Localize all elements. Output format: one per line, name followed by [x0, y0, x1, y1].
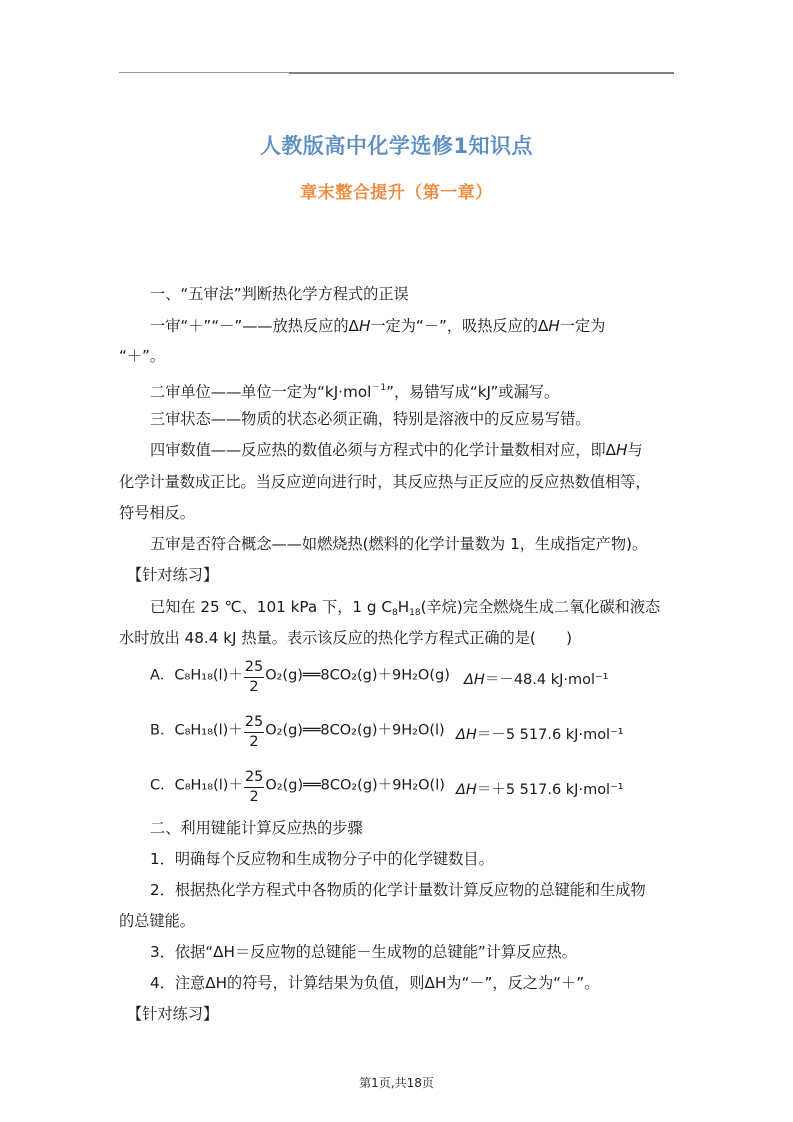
document-subtitle: 章末整合提升（第一章） — [300, 183, 493, 203]
subscript: 18 — [409, 608, 421, 618]
superscript: －1 — [371, 383, 387, 393]
enthalpy — [464, 668, 609, 689]
text: ΔH — [456, 782, 477, 798]
text: ”，易错写成“kJ”或漏写。 — [386, 383, 560, 401]
text: ΔH — [456, 727, 477, 743]
text: ＝－5 517.6 kJ·mol⁻¹ — [476, 727, 624, 743]
text: 四审数值——反应热的数值必须与方程式中的化学计量数相对应，即Δ — [150, 441, 617, 459]
rule-5: 五审是否符合概念——如燃烧热(燃料的化学计量数为 1，生成指定产物)。 — [150, 535, 648, 553]
equation — [150, 711, 445, 750]
enthalpy — [456, 778, 624, 799]
numerator: 25 — [244, 713, 264, 733]
denominator: 2 — [249, 789, 259, 805]
rule-3: 三审状态——物质的状态必须正确，特别是溶液中的反应易写错。 — [150, 410, 591, 428]
numerator: 25 — [244, 768, 264, 788]
option-label: A． — [150, 667, 175, 684]
rule-2 — [119, 378, 710, 402]
option-c[interactable] — [150, 766, 690, 810]
rule-4 — [119, 440, 710, 460]
question-cont: 水时放出 48.4 kJ 热量。表示该反应的热化学方程式正确的是( ) — [119, 629, 573, 647]
text: H — [397, 598, 410, 616]
text: 一定为 — [559, 317, 606, 335]
text: ΔH — [464, 672, 485, 688]
text: O₂(g)══8CO₂(g)＋9H₂O(g) — [265, 667, 450, 684]
step-3: 3．依据“ΔH＝反应物的总键能－生成物的总键能”计算反应热。 — [150, 943, 577, 961]
step-2-cont: 的总键能。 — [119, 912, 195, 930]
option-label: C． — [150, 777, 175, 794]
section-heading-1: 一、“五审法”判断热化学方程式的正误 — [150, 285, 409, 303]
rule-4-cont2: 符号相反。 — [119, 504, 195, 522]
denominator: 2 — [249, 734, 259, 750]
fraction — [244, 713, 264, 752]
text: ＝－48.4 kJ·mol⁻¹ — [484, 672, 609, 688]
text: (辛烷)完全燃烧生成二氧化碳和液态 — [420, 598, 661, 616]
step-4: 4．注意ΔH的符号，计算结果为负值，则ΔH为“－”，反之为“＋”。 — [150, 974, 600, 992]
text: 与 — [627, 441, 643, 459]
numerator: 25 — [244, 658, 264, 678]
denominator: 2 — [249, 679, 259, 695]
step-1: 1．明确每个反应物和生成物分子中的化学键数目。 — [150, 850, 494, 868]
subscript: 8 — [391, 608, 398, 618]
question — [119, 597, 710, 623]
option-label: B． — [150, 722, 175, 739]
text: C₈H₁₈(l)＋ — [174, 722, 243, 739]
practice-label-2: 【针对练习】 — [127, 1005, 219, 1023]
document-title: 人教版高中化学选修1知识点 — [259, 134, 534, 158]
text: C₈H₁₈(l)＋ — [174, 667, 243, 684]
rule-1 — [119, 316, 710, 336]
header-rule-right — [289, 72, 674, 74]
fraction — [244, 768, 264, 807]
text: H — [548, 317, 560, 335]
text: H — [358, 317, 371, 335]
text: 一审“＋”“－”——放热反应的Δ — [150, 317, 359, 335]
equation — [150, 656, 450, 695]
equation — [150, 766, 445, 805]
text: 二审单位——单位一定为“kJ·mol — [150, 383, 372, 401]
step-2: 2．根据热化学方程式中各物质的化学计量数计算反应物的总键能和生成物 — [150, 881, 646, 899]
text: H — [616, 441, 628, 459]
page-number: 第1页,共18页 — [359, 1076, 434, 1090]
text: O₂(g)══8CO₂(g)＋9H₂O(l) — [265, 722, 445, 739]
text: 一定为“－”，吸热反应的Δ — [370, 317, 549, 335]
fraction — [244, 658, 264, 697]
practice-label-1: 【针对练习】 — [127, 566, 219, 584]
rule-4-cont: 化学计量数成正比。当反应逆向进行时，其反应热与正反应的反应热数值相等， — [119, 473, 651, 491]
text: 已知在 25 ℃、101 kPa 下，1 g C — [150, 598, 392, 616]
text: C₈H₁₈(l)＋ — [174, 777, 243, 794]
rule-1-cont: “＋”。 — [119, 347, 166, 365]
option-a[interactable] — [150, 656, 690, 700]
section-heading-2: 二、利用键能计算反应热的步骤 — [150, 819, 363, 837]
text: ＝＋5 517.6 kJ·mol⁻¹ — [476, 782, 624, 798]
header-rule-left — [119, 72, 289, 73]
text: O₂(g)══8CO₂(g)＋9H₂O(l) — [265, 777, 445, 794]
enthalpy — [456, 723, 624, 744]
option-b[interactable] — [150, 711, 690, 755]
